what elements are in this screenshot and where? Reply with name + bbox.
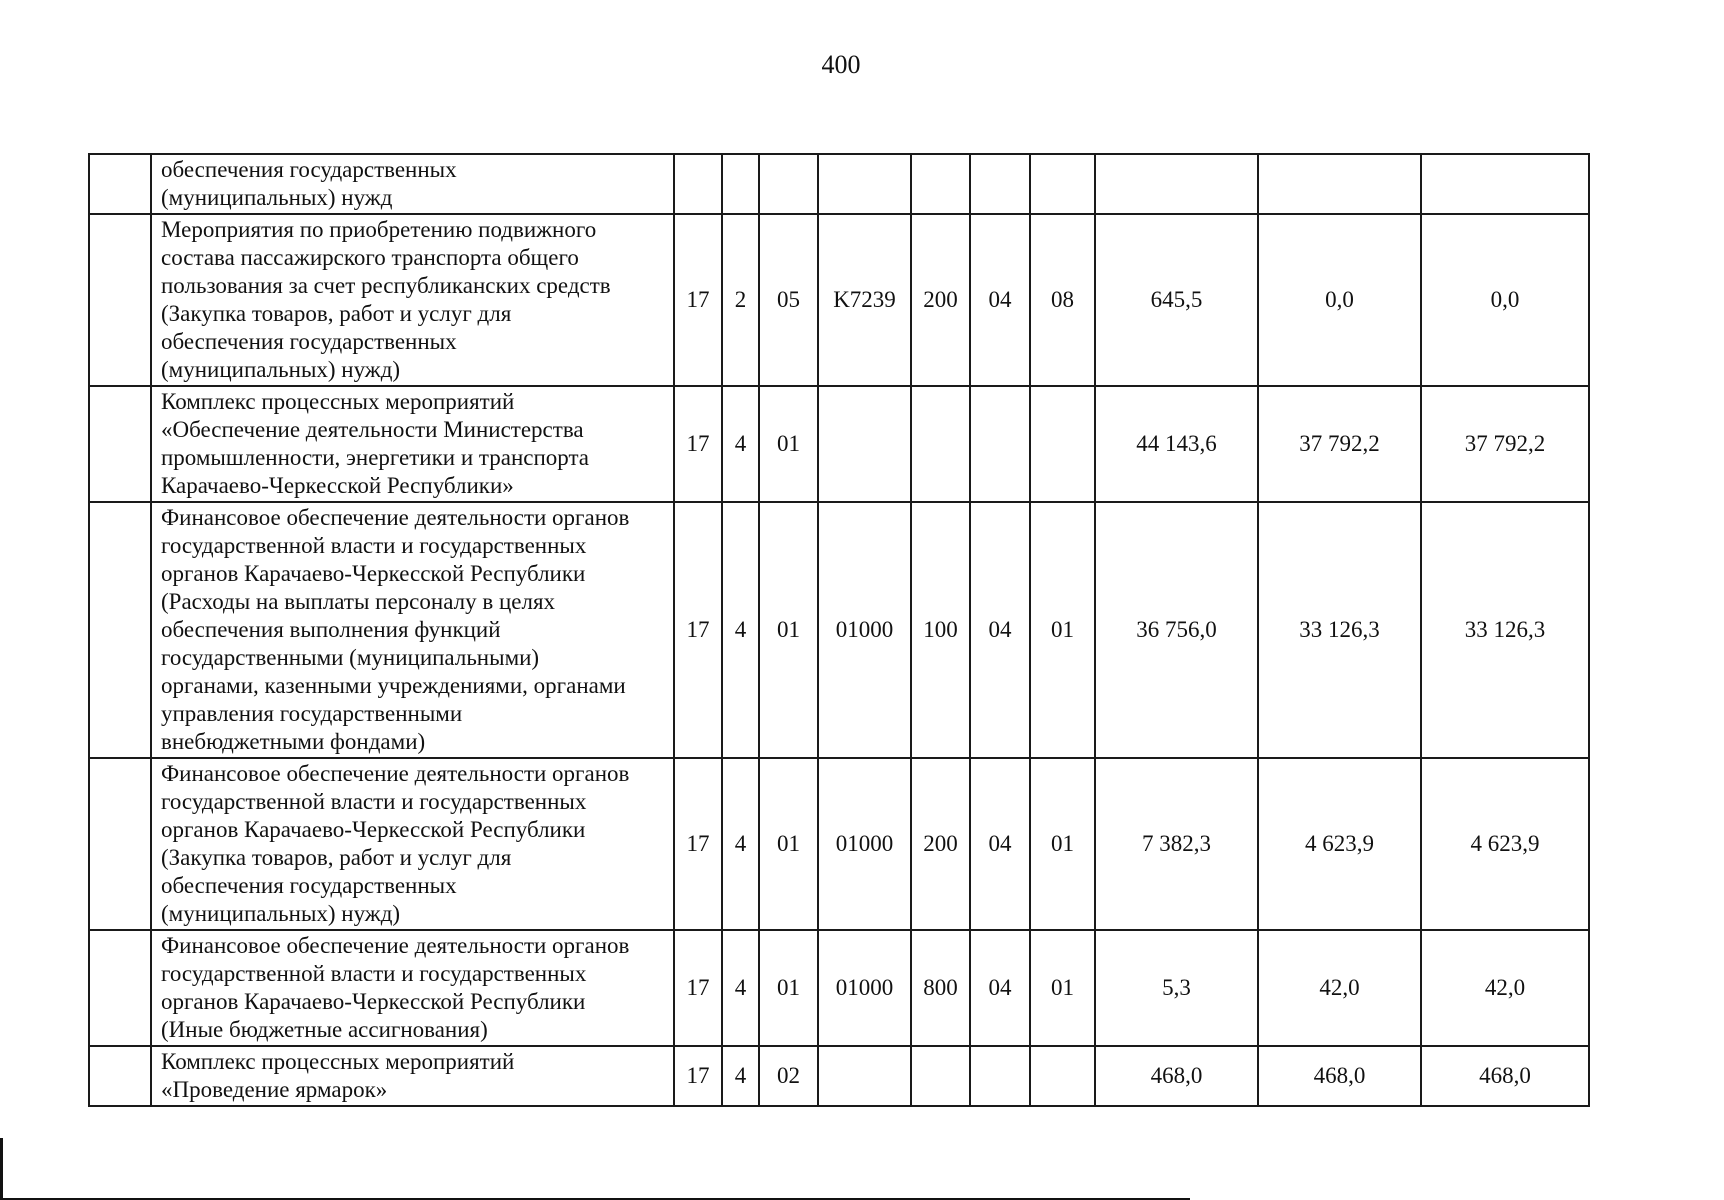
cell-section xyxy=(970,386,1030,502)
cell-subitem: 01 xyxy=(759,386,818,502)
cell-subprogram: 4 xyxy=(722,502,759,758)
cell-expense-type: 200 xyxy=(911,214,970,386)
cell-amount-1: 645,5 xyxy=(1095,214,1258,386)
cell-subitem xyxy=(759,154,818,214)
cell-amount-2: 37 792,2 xyxy=(1258,386,1421,502)
cell-subsection: 08 xyxy=(1030,214,1095,386)
cell-code: K7239 xyxy=(818,214,911,386)
cell-name: обеспечения государственных (муниципальных) нужд xyxy=(151,154,674,214)
cell-name: Комплекс процессных мероприятий «Обеспечение деятельности Министерства промышленности, энергетики и транспорта Карачаево-Черкесской Республики» xyxy=(151,386,674,502)
table-body xyxy=(89,154,1589,1106)
cell-amount-3: 37 792,2 xyxy=(1421,386,1589,502)
cell-subprogram: 4 xyxy=(722,386,759,502)
cell-amount-3 xyxy=(1421,154,1589,214)
cell-section xyxy=(970,1046,1030,1106)
row-number-cell xyxy=(89,154,151,214)
cell-subsection xyxy=(1030,386,1095,502)
cell-subprogram xyxy=(722,154,759,214)
cell-program: 17 xyxy=(674,930,722,1046)
cell-code xyxy=(818,154,911,214)
cell-code xyxy=(818,386,911,502)
cell-code: 01000 xyxy=(818,758,911,930)
cell-section: 04 xyxy=(970,214,1030,386)
row-number-cell xyxy=(89,502,151,758)
cell-expense-type: 800 xyxy=(911,930,970,1046)
cell-program: 17 xyxy=(674,386,722,502)
cell-subsection xyxy=(1030,154,1095,214)
cell-subitem: 02 xyxy=(759,1046,818,1106)
cell-amount-3: 4 623,9 xyxy=(1421,758,1589,930)
cell-amount-3: 33 126,3 xyxy=(1421,502,1589,758)
cell-amount-3: 42,0 xyxy=(1421,930,1589,1046)
cell-expense-type: 100 xyxy=(911,502,970,758)
cell-amount-3: 0,0 xyxy=(1421,214,1589,386)
table-row xyxy=(89,930,1589,1046)
cell-name: Финансовое обеспечение деятельности органов государственной власти и государственных органов Карачаево-Черкесской Республики (Расходы на выплаты персоналу в целях обеспечения выполнения функций государственными (муниципальными) органами, казенными учреждениями, органами управления государственными внебюджетными фондами) xyxy=(151,502,674,758)
cell-expense-type xyxy=(911,1046,970,1106)
budget-table xyxy=(88,153,1590,1107)
cell-name: Финансовое обеспечение деятельности органов государственной власти и государственных органов Карачаево-Черкесской Республики (Закупка товаров, работ и услуг для обеспечения государственных (муниципальных) нужд) xyxy=(151,758,674,930)
cell-name: Финансовое обеспечение деятельности органов государственной власти и государственных органов Карачаево-Черкесской Республики (Иные бюджетные ассигнования) xyxy=(151,930,674,1046)
cell-subsection: 01 xyxy=(1030,758,1095,930)
cell-subprogram: 4 xyxy=(722,758,759,930)
cell-section: 04 xyxy=(970,758,1030,930)
cell-amount-1: 36 756,0 xyxy=(1095,502,1258,758)
cell-name: Мероприятия по приобретению подвижного состава пассажирского транспорта общего пользования за счет республиканских средств (Закупка товаров, работ и услуг для обеспечения государственных (муниципальных) нужд) xyxy=(151,214,674,386)
cell-code: 01000 xyxy=(818,502,911,758)
cell-subsection xyxy=(1030,1046,1095,1106)
cell-amount-3: 468,0 xyxy=(1421,1046,1589,1106)
cell-program: 17 xyxy=(674,758,722,930)
cell-amount-1: 468,0 xyxy=(1095,1046,1258,1106)
cell-subitem: 01 xyxy=(759,930,818,1046)
cell-subitem: 01 xyxy=(759,758,818,930)
cell-amount-1: 44 143,6 xyxy=(1095,386,1258,502)
table-row xyxy=(89,502,1589,758)
cell-code: 01000 xyxy=(818,930,911,1046)
cell-subitem: 01 xyxy=(759,502,818,758)
cell-expense-type xyxy=(911,154,970,214)
cell-amount-2: 0,0 xyxy=(1258,214,1421,386)
cell-program: 17 xyxy=(674,502,722,758)
row-number-cell xyxy=(89,214,151,386)
table-row xyxy=(89,386,1589,502)
row-number-cell xyxy=(89,930,151,1046)
table-row xyxy=(89,214,1589,386)
cell-name: Комплекс процессных мероприятий «Проведение ярмарок» xyxy=(151,1046,674,1106)
page-number: 400 xyxy=(821,50,861,79)
cell-program xyxy=(674,154,722,214)
row-number-cell xyxy=(89,758,151,930)
cell-section: 04 xyxy=(970,930,1030,1046)
cell-expense-type xyxy=(911,386,970,502)
cell-section xyxy=(970,154,1030,214)
row-number-cell xyxy=(89,1046,151,1106)
cell-subsection: 01 xyxy=(1030,502,1095,758)
cell-program: 17 xyxy=(674,1046,722,1106)
cell-amount-2: 33 126,3 xyxy=(1258,502,1421,758)
cell-amount-1: 7 382,3 xyxy=(1095,758,1258,930)
cell-subprogram: 4 xyxy=(722,1046,759,1106)
cell-amount-2: 4 623,9 xyxy=(1258,758,1421,930)
cell-expense-type: 200 xyxy=(911,758,970,930)
cell-amount-2: 42,0 xyxy=(1258,930,1421,1046)
table-row xyxy=(89,758,1589,930)
cell-subsection: 01 xyxy=(1030,930,1095,1046)
scan-artifact xyxy=(0,1138,3,1200)
cell-subitem: 05 xyxy=(759,214,818,386)
cell-code xyxy=(818,1046,911,1106)
cell-subprogram: 2 xyxy=(722,214,759,386)
cell-amount-1: 5,3 xyxy=(1095,930,1258,1046)
cell-amount-1 xyxy=(1095,154,1258,214)
cell-amount-2: 468,0 xyxy=(1258,1046,1421,1106)
cell-subprogram: 4 xyxy=(722,930,759,1046)
row-number-cell xyxy=(89,386,151,502)
cell-program: 17 xyxy=(674,214,722,386)
table-row xyxy=(89,154,1589,214)
table-row xyxy=(89,1046,1589,1106)
cell-section: 04 xyxy=(970,502,1030,758)
cell-amount-2 xyxy=(1258,154,1421,214)
